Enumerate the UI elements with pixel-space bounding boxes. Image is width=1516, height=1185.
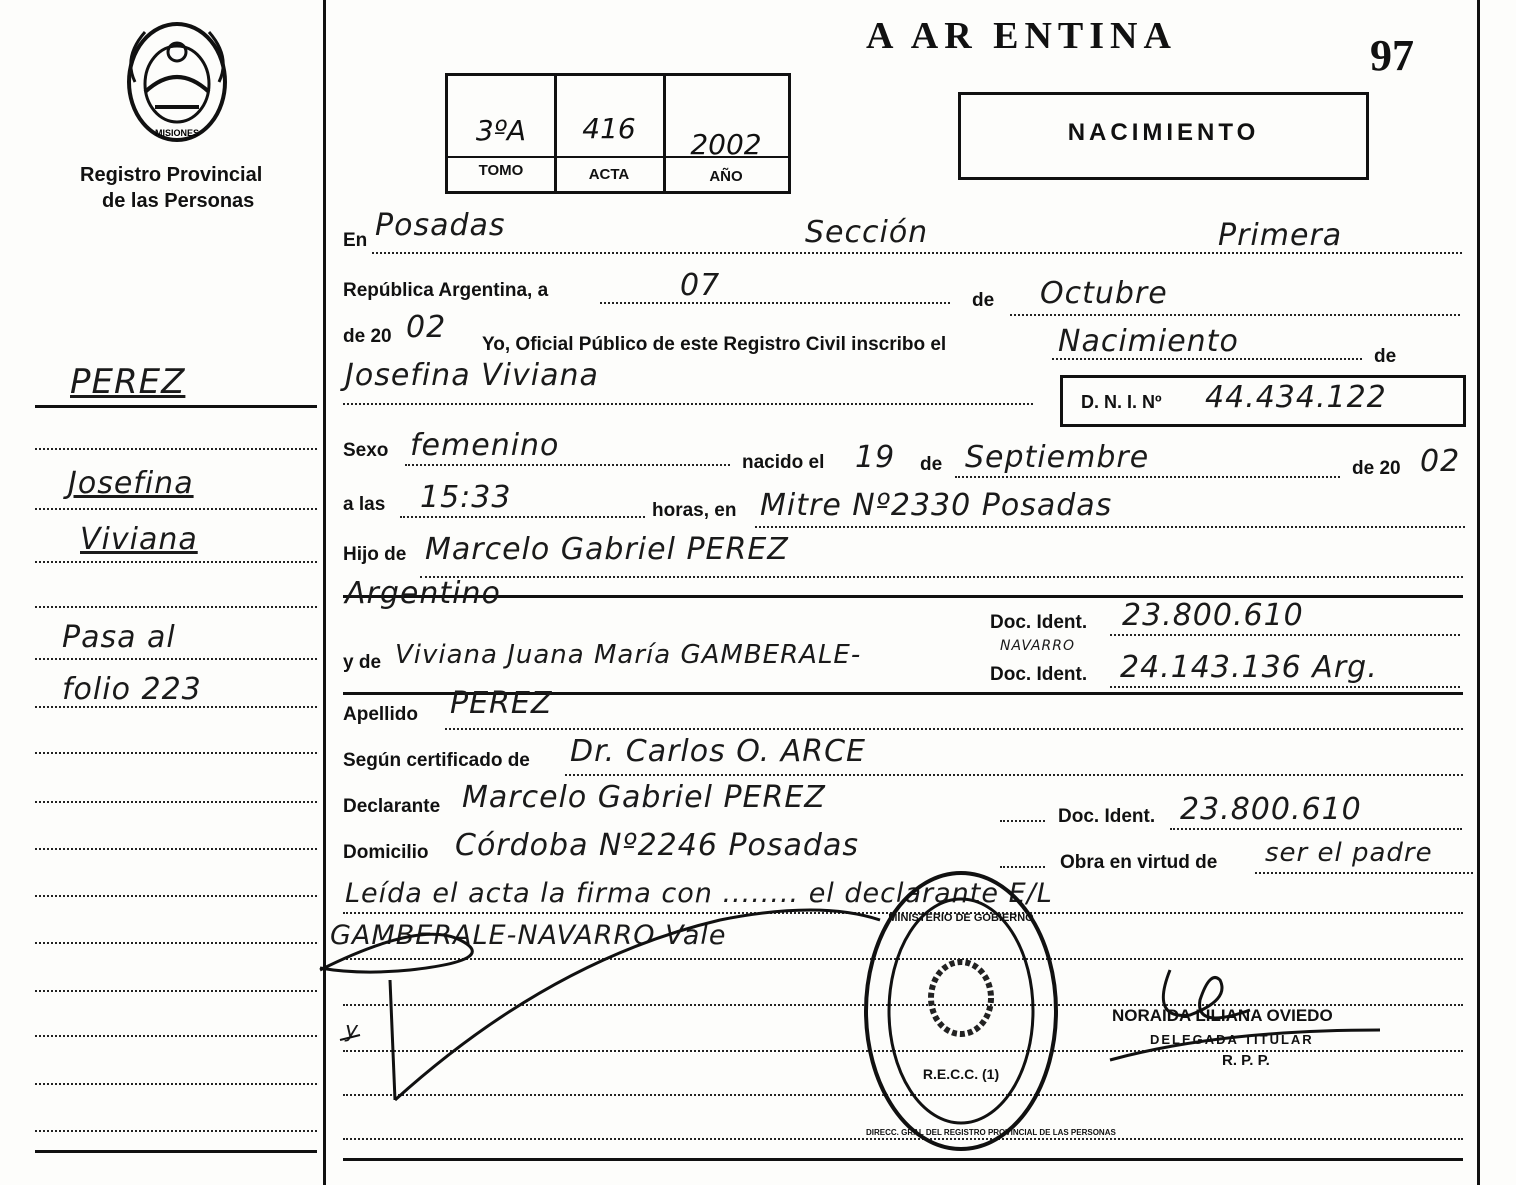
- registry-name-line1: Registro Provincial: [80, 164, 263, 186]
- label-de-end: de: [1374, 346, 1397, 367]
- value-section-no: Primera: [1218, 218, 1343, 253]
- label-en: En: [343, 230, 368, 251]
- page-number: 97: [1370, 31, 1414, 80]
- value-section: Sección: [805, 215, 929, 250]
- value-father: Marcelo Gabriel PEREZ: [425, 532, 789, 567]
- label-hijo-de: Hijo de: [343, 544, 407, 565]
- label-a-las: a las: [343, 494, 386, 515]
- registry-name-line2: de las Personas: [102, 190, 255, 212]
- value-father-nationality: Argentino: [345, 576, 501, 611]
- value-declarant-doc: 23.800.610: [1180, 792, 1362, 827]
- label-doc-ident3: Doc. Ident.: [1058, 806, 1156, 827]
- value-extra-mark: y: [345, 1018, 360, 1043]
- label-sexo: Sexo: [343, 440, 389, 461]
- value-day: 07: [680, 268, 721, 303]
- value-time: 15:33: [420, 480, 512, 515]
- tomo-label: TOMO: [478, 162, 524, 179]
- stamp-inner-text: MINISTERIO DE GOBIERNO: [888, 912, 1034, 924]
- registrar-title: DELEGADA TITULAR: [1150, 1032, 1314, 1047]
- value-place: Mitre Nº2330 Posadas: [760, 488, 1113, 523]
- acta-cell: [556, 76, 662, 191]
- label-domicilio: Domicilio: [343, 842, 429, 863]
- value-virtue: ser el padre: [1265, 838, 1433, 868]
- margin-note1: Pasa al: [62, 620, 176, 655]
- stamp-bottom-text: R.E.C.C. (1): [922, 1066, 1000, 1082]
- value-mother-doc: 24.143.136 Arg.: [1120, 650, 1378, 685]
- margin-name1: Josefina: [68, 466, 194, 501]
- label-doc-ident: Doc. Ident.: [990, 612, 1088, 633]
- margin-note2: folio 223: [62, 672, 202, 707]
- ano-cell: [666, 76, 786, 191]
- label-de-20: de 20: [1352, 458, 1401, 479]
- record-type: NACIMIENTO: [1067, 119, 1260, 146]
- value-sex: femenino: [410, 428, 560, 463]
- value-father-doc: 23.800.610: [1122, 598, 1304, 633]
- right-column-border: [1477, 0, 1480, 1185]
- declarant-signature: [300, 860, 940, 1160]
- value-birth-month: Septiembre: [965, 440, 1150, 475]
- value-child-name: Josefina Viviana: [345, 358, 599, 393]
- label-republica: República Argentina, a: [343, 280, 549, 301]
- value-year-suffix: 02: [406, 310, 447, 345]
- label-apellido: Apellido: [343, 704, 418, 725]
- stamp-ring-text: DIRECC. GRAL DEL REGISTRO PROVINCIAL DE LAS PERSONAS: [866, 1128, 1116, 1137]
- acta-label: ACTA: [588, 166, 630, 183]
- value-mother: Viviana Juana María GAMBERALE-: [395, 640, 862, 670]
- provincial-seal-logo: [115, 12, 240, 147]
- registrar-name: NORAIDA LILIANA OVIEDO: [1112, 1006, 1333, 1025]
- label-dni: D. N. I. Nº: [1081, 392, 1162, 412]
- value-city: Posadas: [375, 208, 506, 243]
- value-birth-day: 19: [855, 440, 896, 475]
- country-title: A AR ENTINA: [866, 15, 1177, 57]
- margin-name2: Viviana: [80, 522, 198, 557]
- label-y-de: y de: [343, 652, 382, 673]
- value-dni: 44.434.122: [1205, 380, 1387, 415]
- label-segun: Según certificado de: [343, 750, 530, 771]
- value-reading2: GAMBERALE-NAVARRO Vale: [330, 920, 727, 951]
- value-month: Octubre: [1040, 276, 1168, 311]
- value-surname: PEREZ: [450, 686, 553, 721]
- margin-surname: PEREZ: [70, 362, 186, 402]
- tomo-value: 3ºA: [475, 114, 527, 147]
- acta-value: 416: [582, 112, 636, 145]
- label-doc-ident2: Doc. Ident.: [990, 664, 1088, 685]
- value-certificate: Dr. Carlos O. ARCE: [570, 734, 867, 769]
- label-de2: de: [920, 454, 943, 475]
- registrar-org: R. P. P.: [1222, 1052, 1270, 1069]
- label-yo-oficial: Yo, Oficial Público de este Registro Civil inscribo el: [482, 334, 947, 355]
- reference-box: [445, 73, 791, 194]
- value-address: Córdoba Nº2246 Posadas: [455, 828, 859, 863]
- tomo-cell: [448, 76, 554, 191]
- value-reading1: Leída el acta la firma con ........ el declarante E/L: [345, 878, 1053, 909]
- label-nacido-el: nacido el: [742, 452, 825, 473]
- label-horas-en: horas, en: [652, 500, 737, 521]
- logo-text: MISIONES: [154, 128, 200, 138]
- label-obra: Obra en virtud de: [1060, 852, 1218, 873]
- record-type-box: [958, 92, 1369, 180]
- value-mother-extra: NAVARRO: [1000, 638, 1076, 654]
- value-declarant: Marcelo Gabriel PEREZ: [462, 780, 826, 815]
- value-birth-year-suffix: 02: [1420, 444, 1461, 479]
- label-de: de: [972, 290, 995, 311]
- value-act-type: Nacimiento: [1058, 324, 1239, 359]
- ano-label: AÑO: [709, 168, 743, 185]
- label-de20: de 20: [343, 326, 392, 347]
- label-declarante: Declarante: [343, 796, 441, 817]
- dni-box: [1060, 375, 1466, 427]
- ano-value: 2002: [690, 128, 762, 161]
